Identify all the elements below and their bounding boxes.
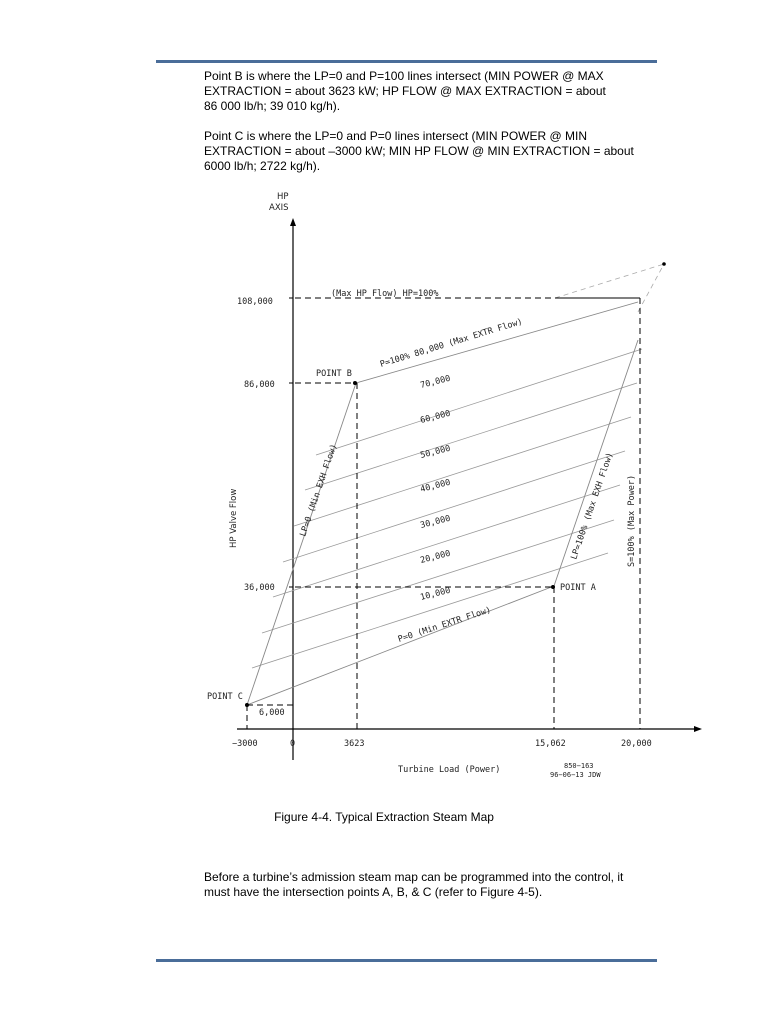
text-line: 6000 lb/h; 2722 kg/h). (204, 159, 321, 173)
figure-caption: Figure 4-4. Typical Extraction Steam Map (274, 810, 494, 824)
extraction-line (305, 383, 637, 490)
point-a-marker (551, 585, 555, 589)
lp100-line (554, 340, 638, 586)
extraction-value-labels (419, 374, 451, 603)
drawing-ref: 850−163 (564, 762, 594, 770)
y-axis-label: HP Valve Flow (229, 488, 239, 548)
p100-line (356, 302, 638, 383)
x-axis-label: Turbine Load (Power) (398, 765, 501, 775)
paragraph-intersection-points (204, 870, 674, 900)
drawing-ref: 96−06−13 JDW (550, 771, 601, 779)
p100-label: P=100% 80,000 (Max EXTR Flow) (378, 316, 524, 370)
lp0-label: LP=0 (Min EXH Flow) (298, 442, 340, 538)
y-tick-label: 108,000 (237, 297, 273, 307)
x-tick-label: −3000 (232, 739, 258, 749)
text-line: must have the intersection points A, B, & C (refer to Figure 4-5). (204, 885, 543, 899)
hp-axis-title: AXIS (269, 203, 289, 213)
p0-label: P=0 (Min EXTR Flow) (396, 605, 493, 645)
extraction-value: 70,000 (419, 373, 452, 391)
s100-label: S=100% (Max Power) (627, 474, 637, 567)
max-hp-flow-label: (Max HP Flow) HP=100% (331, 289, 439, 299)
extraction-value: 10,000 (419, 585, 452, 603)
x-tick-label: 15,062 (535, 739, 566, 749)
footer-rule (156, 959, 657, 962)
point-b-marker (353, 381, 357, 385)
extension-line (555, 264, 664, 298)
y-tick-label: 36,000 (244, 583, 275, 593)
point-a-label: POINT A (560, 583, 596, 593)
extraction-value: 50,000 (419, 443, 452, 461)
extraction-line (273, 485, 620, 597)
y-tick-label: 86,000 (244, 380, 275, 390)
point-b-label: POINT B (316, 369, 352, 379)
extraction-line (262, 520, 614, 633)
point-c-label: POINT C (207, 692, 243, 702)
text-line: EXTRACTION = about –3000 kW; MIN HP FLOW @ MIN EXTRACTION = about (204, 144, 634, 158)
x-tick-label: 3623 (344, 739, 365, 749)
lp100-label: LP=100% (Max EXH Flow) (569, 451, 616, 561)
point-c-marker (245, 703, 249, 707)
extraction-line (252, 553, 608, 668)
extraction-line (316, 349, 642, 455)
extraction-value: 60,000 (419, 408, 452, 426)
text-line: 86 000 lb/h; 39 010 kg/h). (204, 99, 341, 113)
text-line: Before a turbine’s admission steam map can be programmed into the control, it (204, 870, 624, 884)
text-line: Point B is where the LP=0 and P=100 lines intersect (MIN POWER @ MAX (204, 69, 604, 83)
text-line: Point C is where the LP=0 and P=0 lines intersect (MIN POWER @ MIN (204, 129, 587, 143)
hp-axis-title: HP (277, 192, 289, 202)
extraction-value: 20,000 (419, 548, 452, 566)
extraction-value: 40,000 (419, 477, 452, 495)
extraction-value: 30,000 (419, 513, 452, 531)
x-tick-label: 20,000 (621, 739, 652, 749)
y-tick-label: 6,000 (259, 708, 285, 718)
text-line: EXTRACTION = about 3623 kW; HP FLOW @ MAX EXTRACTION = about (204, 84, 606, 98)
x-tick-label: 0 (290, 739, 296, 749)
far-corner-dot (662, 262, 666, 266)
